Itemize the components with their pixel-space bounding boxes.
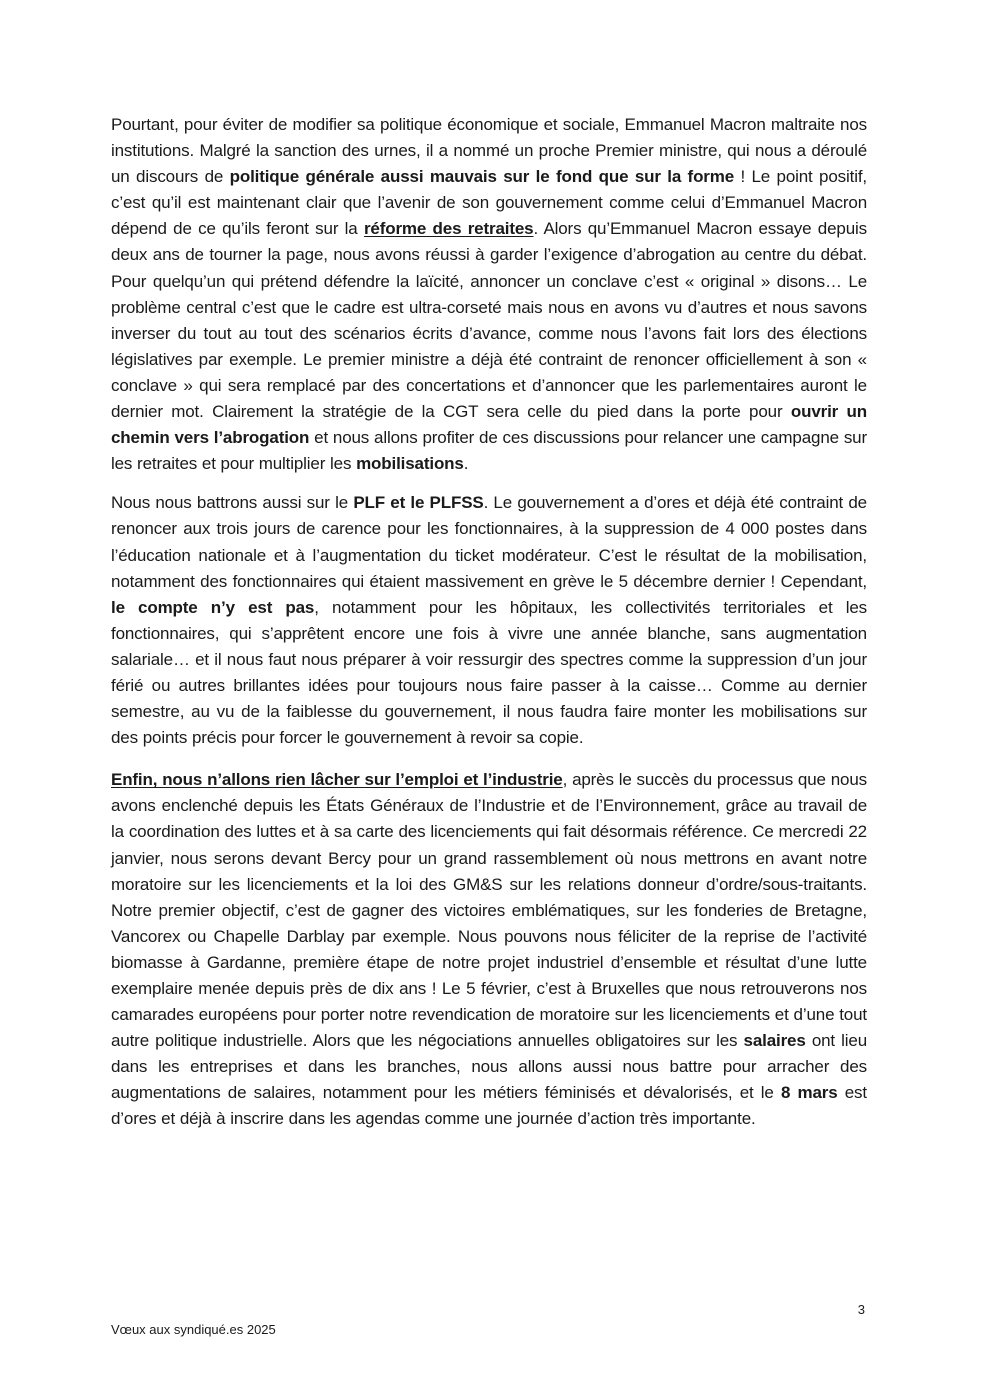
paragraph-emploi-industrie	[111, 767, 867, 1132]
bold-text-segment: le compte n’y est pas	[111, 597, 315, 617]
document-body	[111, 112, 867, 1133]
paragraph-plf-plfss	[111, 490, 867, 751]
bold-text-segment: politique générale aussi mauvais sur le fond que sur la forme	[229, 167, 735, 187]
text-segment: Nous nous battrons aussi sur le	[111, 493, 354, 513]
bold-text-segment: réforme des retraites	[363, 219, 534, 239]
text-segment: est d’ores et déjà à inscrire dans les agendas comme une journée d’action très importante.	[111, 1083, 867, 1129]
bold-text-segment: Enfin, nous n’allons rien lâcher sur l’emploi et l’industrie	[111, 770, 563, 790]
text-segment: ! Le point positif, c’est qu’il est maintenant clair que l’avenir de son gouvernement comme celui d’Emmanuel Macron dépend de ce qu’ils feront sur la	[111, 167, 867, 239]
text-segment: , après le succès du processus que nous avons enclenché depuis les États Généraux de l’Industrie et de l’Environnement, grâce au travail de la coordination des luttes et à sa carte des licenciements qui fait désormais référence. Ce mercredi 22 janvier, nous serons devant Bercy pour un grand rassemblement où nous mettrons en avant notre moratoire sur les licenciements et la loi des GM&S sur les relations donneur d’ordre/sous-traitants. Notre premier objectif, c’est de gagner des victoires emblématiques, sur les fonderies de Bretagne, Vancorex ou Chapelle Darblay par exemple. Nous pouvons nous féliciter de la reprise de l’activité biomasse à Gardanne, première étape de notre projet industriel d’ensemble et résultat d’une lutte exemplaire menée depuis près de dix ans ! Le 5 février, c’est à Bruxelles que nous retrouverons nos camarades européens pour porter notre revendication de moratoire sur les licenciements et d’une tout autre politique industrielle. Alors que les négociations annuelles obligatoires sur les	[111, 770, 867, 1051]
footer-text: Vœux aux syndiqué.es 2025	[111, 1322, 276, 1337]
text-segment: . Alors qu’Emmanuel Macron essaye depuis deux ans de tourner la page, nous avons réussi à garder l’exigence d’abrogation au centre du débat. Pour quelqu’un qui prétend défendre la laïcité, annoncer un conclave c’est « original » disons… Le problème central c’est que le cadre est ultra-corseté mais nous en avons vu d’autres et nous savons inverser du tout au tout des scénarios écrits d’avance, comme nous l’avons fait lors des élections législatives par exemple. Le premier ministre a déjà été contraint de renoncer officiellement à son « conclave » qui sera remplacé par des concertations et d’annoncer que les parlementaires auront le dernier mot. Clairement la stratégie de la CGT sera celle du pied dans la porte pour	[111, 219, 867, 422]
paragraph-retraites	[111, 112, 867, 477]
text-segment: Pourtant, pour éviter de modifier sa politique économique et sociale, Emmanuel Macron maltraite nos institutions. Malgré la sanction des urnes, il a nommé un proche Premier ministre, qui nous a déroulé un discours de	[111, 115, 867, 187]
bold-text-segment: salaires	[743, 1031, 806, 1051]
text-segment: , notamment pour les hôpitaux, les collectivités territoriales et les fonctionnaires, qui s’apprêtent encore une fois à vivre une année blanche, sans augmentation salariale… et il nous faut nous préparer à voir ressurgir des spectres comme la suppression d’un jour férié ou autres brillantes idées pour toujours nous faire passer à la caisse… Comme au dernier semestre, au vu de la faiblesse du gouvernement, il nous faudra faire monter les mobilisations sur des points précis pour forcer le gouvernement à revoir sa copie.	[111, 597, 867, 748]
text-segment: .	[463, 454, 469, 474]
bold-text-segment: mobilisations	[356, 454, 464, 474]
text-segment: . Le gouvernement a d’ores et déjà été contraint de renoncer aux trois jours de carence pour les fonctionnaires, à la suppression de 4 000 postes dans l’éducation nationale et à l’augmentation du ticket modérateur. C’est le résultat de la mobilisation, notamment des fonctionnaires qui étaient massivement en grève le 5 décembre dernier ! Cependant,	[111, 493, 867, 591]
text-segment: ont lieu dans les entreprises et dans les branches, nous allons aussi nous battre pour arracher des augmentations de salaires, notamment pour les métiers féminisés et dévalorisés, et le	[111, 1031, 868, 1103]
text-segment: et nous allons profiter de ces discussions pour relancer une campagne sur les retraites et pour multiplier les	[111, 428, 867, 474]
page-number: 3	[857, 1302, 865, 1317]
bold-text-segment: PLF et le PLFSS	[353, 493, 484, 513]
bold-text-segment: 8 mars	[780, 1083, 838, 1103]
bold-text-segment: ouvrir un chemin vers l’abrogation	[111, 402, 867, 448]
